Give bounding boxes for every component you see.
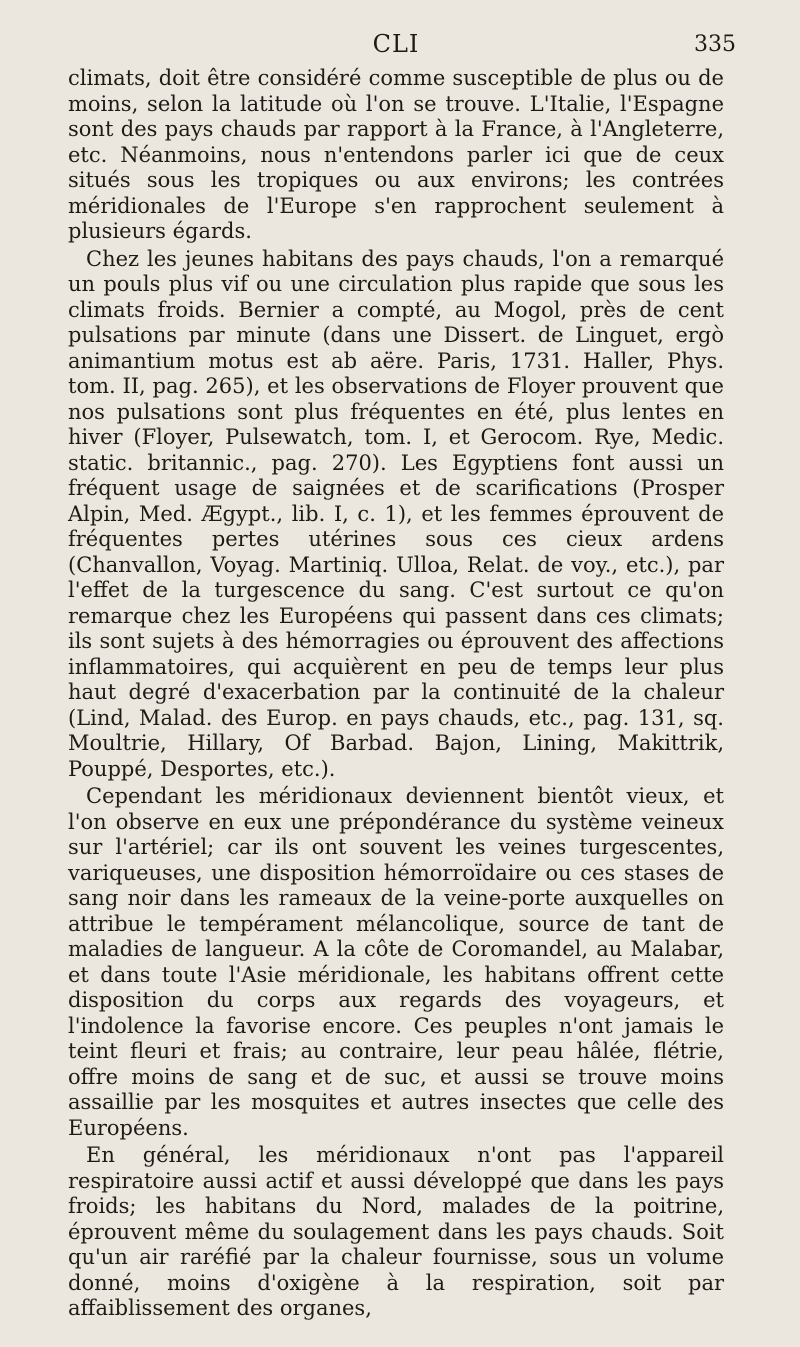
paragraph-1: climats, doit être considéré comme susceptible de plus ou de moins, selon la latitude où l'on se trouve. L'Italie, l'Espagne sont des pays chauds par rapport à la France, à l'Angleterre, etc. Néanmoins, nous n'entendons parler ici que de ceux situés sous les tropiques ou aux environs; les contrées méridionales de l'Europe s'en rapprochent seulement à plusieurs égards. [68,66,724,243]
paragraph-4: En général, les méridionaux n'ont pas l'appareil respiratoire aussi actif et aussi développé que dans les pays froids; les habitans du Nord, malades de la poitrine, éprouvent même du soulagement dans les pays chauds. Soit qu'un air raréfié par la chaleur fournisse, sous un volume donné, moins d'oxigène à la respiration, soit par affaiblissement des organes, [68,1143,724,1320]
paragraph-3: Cependant les méridionaux deviennent bientôt vieux, et l'on observe en eux une prépondérance du système veineux sur l'artériel; car ils ont souvent les veines turgescentes, variqueuses, une disposition hémorroïdaire ou ces stases de sang noir dans les rameaux de la veine-porte auxquelles on attribue le tempérament mélancolique, source de tant de maladies de langueur. A la côte de Coromandel, au Malabar, et dans toute l'Asie méridionale, les habitans offrent cette disposition du corps aux regards des voyageurs, et l'indolence la favorise encore. Ces peuples n'ont jamais le teint fleuri et frais; au contraire, leur peau hâlée, flétrie, offre moins de sang et de suc, et aussi se trouve moins assaillie par les mosquites et autres insectes que celle des Européens. [68,784,724,1140]
running-head: CLI [372,30,420,58]
page-header [68,30,736,64]
paragraph-2: Chez les jeunes habitans des pays chauds, l'on a remarqué un pouls plus vif ou une circulation plus rapide que sous les climats froids. Bernier a compté, au Mogol, près de cent pulsations par minute (dans une Dissert. de Linguet, ergò animantium motus est ab aëre. Paris, 1731. Haller, Phys. tom. II, pag. 265), et les observations de Floyer prouvent que nos pulsations sont plus fréquentes en été, plus lentes en hiver (Floyer, Pulsewatch, tom. I, et Gerocom. Rye, Medic. static. britannic., pag. 270). Les Egyptiens font aussi un fréquent usage de saignées et de scarifications (Prosper Alpin, Med. Ægypt., lib. I, c. 1), et les femmes éprouvent de fréquentes pertes utérines sous ces cieux ardens (Chanvallon, Voyag. Martiniq. Ulloa, Relat. de voy., etc.), par l'effet de la turgescence du sang. C'est surtout ce qu'on remarque chez les Européens qui passent dans ces climats; ils sont sujets à des hémorragies ou éprouvent des affections inflammatoires, qui acquièrent en peu de temps leur plus haut degré d'exacerbation par la continuité de la chaleur (Lind, Malad. des Europ. en pays chauds, etc., pag. 131, sq. Moultrie, Hillary, Of Barbad. Bajon, Lining, Makittrik, Pouppé, Desportes, etc.). [68,246,724,781]
body-text [68,66,724,1322]
page-number: 335 [694,32,736,57]
